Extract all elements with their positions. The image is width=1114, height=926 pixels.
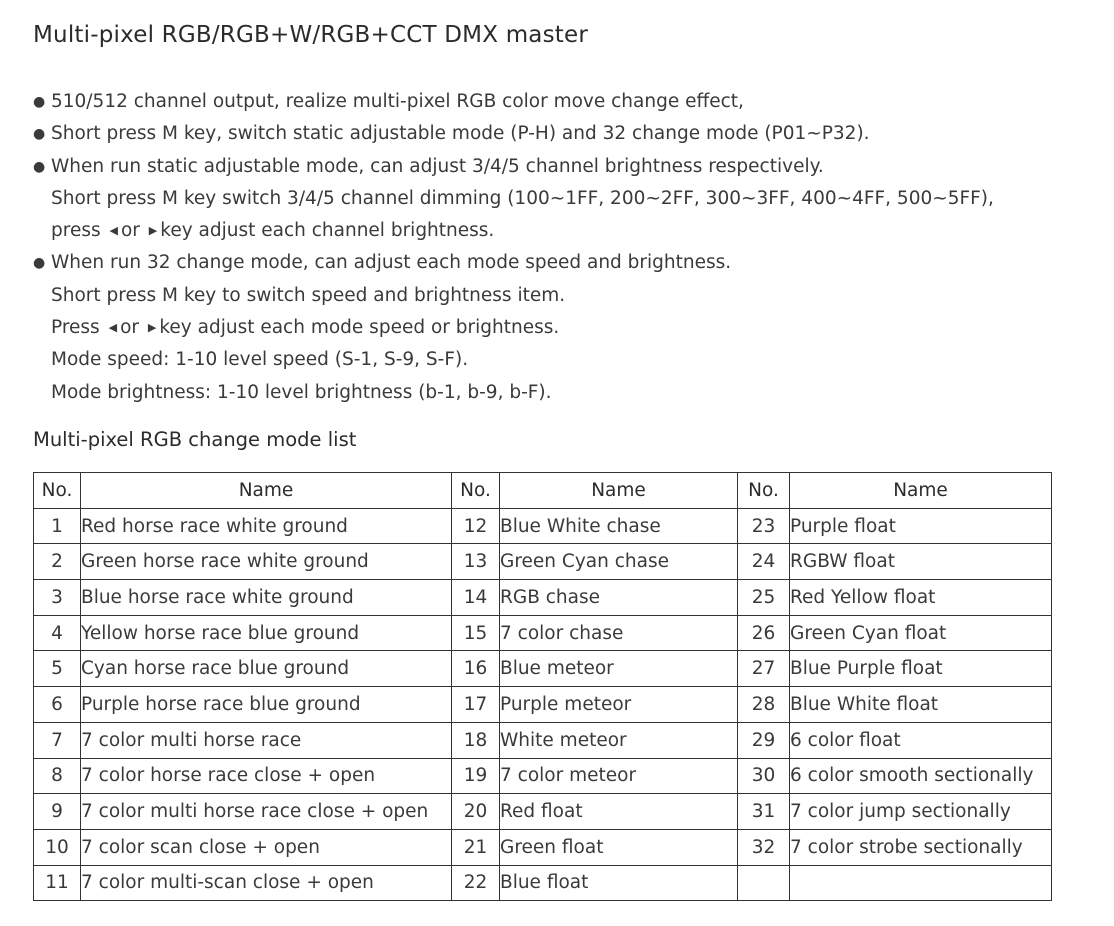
mode-number-cell: 31 — [738, 794, 790, 830]
col-header-no: No. — [738, 473, 790, 509]
table-row — [34, 758, 1052, 794]
table-row — [34, 865, 1052, 901]
feature-list — [33, 86, 1093, 409]
bullet-dot-icon: ● — [33, 126, 46, 143]
mode-name-cell: 6 color smooth sectionally — [790, 758, 1052, 794]
mode-number-cell: 16 — [452, 651, 500, 687]
mode-name-cell: 7 color jump sectionally — [790, 794, 1052, 830]
feature-text: Press — [51, 317, 100, 339]
feature-text: When run 32 change mode, can adjust each mode speed and brightness. — [51, 252, 732, 274]
mode-name-cell: Purple horse race blue ground — [81, 687, 452, 723]
feature-line — [33, 86, 1093, 118]
mode-number-cell: 1 — [34, 508, 81, 544]
right-arrow-icon: ▶ — [147, 321, 157, 335]
mode-name-cell: Purple float — [790, 508, 1052, 544]
feature-text: key adjust each channel brightness. — [160, 220, 495, 242]
right-arrow-icon: ▶ — [148, 224, 158, 238]
mode-name-cell: Red float — [500, 794, 738, 830]
mode-name-cell: White meteor — [500, 722, 738, 758]
feature-line — [33, 344, 1093, 376]
feature-text: Mode brightness: 1-10 level brightness (b-1, b-9, b-F). — [51, 381, 552, 403]
feature-text: Short press M key, switch static adjustable mode (P-H) and 32 change mode (P01~P32). — [51, 123, 870, 145]
mode-name-cell: 7 color chase — [500, 615, 738, 651]
table-row — [34, 615, 1052, 651]
mode-name-cell: 7 color meteor — [500, 758, 738, 794]
mode-number-cell: 4 — [34, 615, 81, 651]
mode-number-cell: 18 — [452, 722, 500, 758]
mode-number-cell: 19 — [452, 758, 500, 794]
mode-name-cell: 7 color multi-scan close + open — [81, 865, 452, 901]
mode-name-cell: Blue Purple float — [790, 651, 1052, 687]
table-row — [34, 580, 1052, 616]
mode-number-cell: 32 — [738, 829, 790, 865]
mode-name-cell: Green horse race white ground — [81, 544, 452, 580]
bullet-dot-icon: ● — [33, 158, 46, 175]
mode-number-cell: 9 — [34, 794, 81, 830]
feature-text: key adjust each mode speed or brightness. — [159, 317, 560, 339]
col-header-name: Name — [500, 473, 738, 509]
mode-number-cell: 22 — [452, 865, 500, 901]
mode-name-cell: 7 color scan close + open — [81, 829, 452, 865]
col-header-no: No. — [34, 473, 81, 509]
bullet-dot-icon: ● — [33, 255, 46, 272]
table-row — [34, 544, 1052, 580]
mode-name-cell: Blue White float — [790, 687, 1052, 723]
mode-number-cell: 20 — [452, 794, 500, 830]
mode-name-cell: Yellow horse race blue ground — [81, 615, 452, 651]
mode-number-cell: 15 — [452, 615, 500, 651]
table-row — [34, 508, 1052, 544]
mode-name-cell: Blue float — [500, 865, 738, 901]
table-header-row — [34, 473, 1052, 509]
table-title: Multi-pixel RGB change mode list — [33, 428, 357, 451]
mode-number-cell: 28 — [738, 687, 790, 723]
mode-name-cell: Red Yellow float — [790, 580, 1052, 616]
mode-name-cell: Blue White chase — [500, 508, 738, 544]
mode-name-cell: RGB chase — [500, 580, 738, 616]
mode-number-cell: 25 — [738, 580, 790, 616]
table-row — [34, 722, 1052, 758]
mode-name-cell: Green Cyan chase — [500, 544, 738, 580]
table-row — [34, 651, 1052, 687]
table-row — [34, 794, 1052, 830]
col-header-no: No. — [452, 473, 500, 509]
col-header-name: Name — [81, 473, 452, 509]
feature-text: or — [120, 220, 140, 242]
feature-text: Mode speed: 1-10 level speed (S-1, S-9, S-F). — [51, 349, 469, 371]
feature-text: 510/512 channel output, realize multi-pixel RGB color move change effect, — [51, 91, 744, 112]
feature-line — [33, 312, 1093, 344]
col-header-name: Name — [790, 473, 1052, 509]
mode-name-cell: Red horse race white ground — [81, 508, 452, 544]
mode-number-cell: 6 — [34, 687, 81, 723]
mode-name-cell: Green Cyan float — [790, 615, 1052, 651]
feature-text: press — [51, 220, 101, 242]
mode-name-cell: 7 color strobe sectionally — [790, 829, 1052, 865]
mode-name-cell: 7 color multi horse race — [81, 722, 452, 758]
feature-line — [33, 247, 1093, 279]
left-arrow-icon: ◀ — [108, 321, 118, 335]
left-arrow-icon: ◀ — [109, 224, 118, 238]
mode-number-cell: 29 — [738, 722, 790, 758]
feature-text: Short press M key switch 3/4/5 channel dimming (100~1FF, 200~2FF, 300~3FF, 400~4FF, 500~5FF), — [51, 187, 994, 209]
mode-name-cell: Purple meteor — [500, 687, 738, 723]
mode-number-cell: 5 — [34, 651, 81, 687]
mode-number-cell: 3 — [34, 580, 81, 616]
feature-text: or — [120, 317, 139, 339]
mode-name-cell: 6 color float — [790, 722, 1052, 758]
mode-name-cell: 7 color horse race close + open — [81, 758, 452, 794]
mode-list-table — [33, 472, 1052, 901]
mode-number-cell: 11 — [34, 865, 81, 901]
mode-name-cell: 7 color multi horse race close + open — [81, 794, 452, 830]
mode-number-cell: 2 — [34, 544, 81, 580]
mode-number-cell: 27 — [738, 651, 790, 687]
mode-number-cell: 21 — [452, 829, 500, 865]
mode-number-cell: 14 — [452, 580, 500, 616]
feature-line — [33, 151, 1093, 183]
page-title: Multi-pixel RGB/RGB+W/RGB+CCT DMX master — [33, 22, 589, 48]
mode-number-cell: 23 — [738, 508, 790, 544]
mode-name-cell: RGBW float — [790, 544, 1052, 580]
mode-number-cell: 26 — [738, 615, 790, 651]
bullet-dot-icon: ● — [33, 94, 46, 110]
mode-number-cell: 17 — [452, 687, 500, 723]
mode-name-cell: Blue meteor — [500, 651, 738, 687]
mode-name-cell: Blue horse race white ground — [81, 580, 452, 616]
mode-number-cell: 13 — [452, 544, 500, 580]
feature-line — [33, 183, 1093, 215]
mode-name-cell: Cyan horse race blue ground — [81, 651, 452, 687]
feature-line — [33, 118, 1093, 150]
feature-text: When run static adjustable mode, can adjust 3/4/5 channel brightness respectively. — [51, 155, 824, 177]
mode-name-cell — [790, 865, 1052, 901]
mode-number-cell: 10 — [34, 829, 81, 865]
table-row — [34, 687, 1052, 723]
mode-number-cell: 24 — [738, 544, 790, 580]
feature-text: Short press M key to switch speed and brightness item. — [51, 284, 566, 306]
feature-line — [33, 215, 1093, 247]
table-row — [34, 829, 1052, 865]
feature-line — [33, 280, 1093, 312]
mode-number-cell: 8 — [34, 758, 81, 794]
mode-name-cell: Green float — [500, 829, 738, 865]
mode-number-cell: 12 — [452, 508, 500, 544]
mode-number-cell: 7 — [34, 722, 81, 758]
mode-number-cell: 30 — [738, 758, 790, 794]
feature-line — [33, 377, 1093, 409]
mode-number-cell — [738, 865, 790, 901]
